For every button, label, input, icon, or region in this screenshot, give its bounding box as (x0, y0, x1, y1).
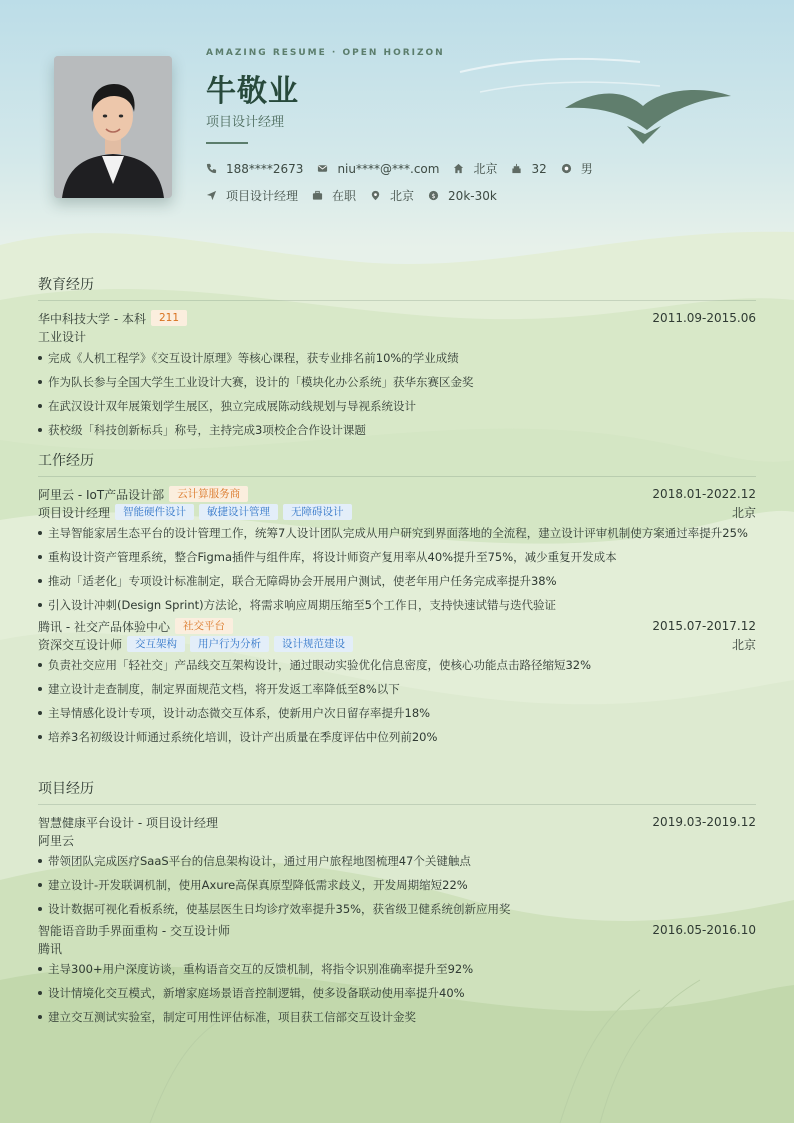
skill-tag: 交互架构 (127, 636, 185, 652)
education-section (38, 274, 756, 442)
job-role: 资深交互设计师 (38, 637, 123, 652)
school-tag: 211 (151, 310, 187, 326)
list-item: 设计情境化交互模式，新增家庭场景语音控制逻辑，使多设备联动使用率提升40% (38, 981, 756, 1005)
list-item: 主导情感化设计专项，设计动态微交互体系，使新用户次日留存率提升18% (38, 701, 756, 725)
intent-city-item (370, 187, 414, 204)
project-org: 腾讯 (38, 941, 63, 956)
project-date: 2019.03-2019.12 (652, 815, 756, 829)
job-role-row (38, 635, 756, 653)
list-item: 重构设计资产管理系统，整合Figma插件与组件库，将设计师资产复用率从40%提升至75%，减少重复开发成本 (38, 545, 756, 569)
skill-tag: 敏捷设计管理 (199, 504, 278, 520)
home-item (453, 160, 497, 177)
job-city: 北京 (731, 505, 756, 520)
briefcase-icon (312, 190, 323, 201)
cake-icon (511, 163, 522, 174)
list-item: 主导300+用户深度访谈，重构语音交互的反馈机制，将指令识别准确率提升至92% (38, 957, 756, 981)
salary-text: 20k-30k (448, 188, 497, 203)
intent-position-item (206, 187, 298, 204)
list-item: 负责社交应用「轻社交」产品线交互架构设计，通过眼动实验优化信息密度，使核心功能点击路径缩短32% (38, 653, 756, 677)
phone-item (206, 162, 303, 176)
project-head (38, 921, 756, 939)
project-name: 智能语音助手界面重构 - 交互设计师 (38, 923, 230, 938)
job-city: 北京 (731, 637, 756, 652)
section-title: 项目经历 (38, 778, 756, 805)
phone-text: 188****2673 (226, 161, 304, 176)
home-icon (453, 163, 464, 174)
company-name: 阿里云 - IoT产品设计部 (38, 487, 165, 502)
accent-divider (206, 142, 248, 144)
list-item: 获校级「科技创新标兵」称号，主持完成3项校企合作设计课题 (38, 418, 756, 442)
project-org: 阿里云 (38, 833, 75, 848)
salary-item (428, 189, 497, 203)
school-name: 华中科技大学 - 本科 (38, 311, 146, 326)
list-item: 完成《人机工程学》《交互设计原理》等核心课程，获专业排名前10%的学业成绩 (38, 346, 756, 370)
education-bullets (38, 346, 756, 442)
job-head (38, 485, 756, 503)
job-role-row (38, 503, 756, 521)
list-item: 带领团队完成医疗SaaS平台的信息架构设计，通过用户旅程地图梳理47个关键触点 (38, 849, 756, 873)
contact-row (206, 160, 607, 177)
project-name: 智慧健康平台设计 - 项目设计经理 (38, 815, 218, 830)
intent-city-text: 北京 (390, 189, 415, 203)
candidate-title: 项目设计经理 (206, 115, 285, 130)
company-tag: 社交平台 (175, 618, 233, 634)
email-item (317, 162, 439, 176)
age-text: 32 (531, 161, 547, 176)
list-item: 推动「适老化」专项设计标准制定，联合无障碍协会开展用户测试，使老年用户任务完成率提升38% (38, 569, 756, 593)
section-title: 工作经历 (38, 450, 756, 477)
job-intent-row (206, 187, 511, 204)
job-date: 2018.01-2022.12 (652, 487, 756, 501)
job-role: 项目设计经理 (38, 505, 111, 520)
job-bullets (38, 653, 756, 749)
gender-text: 男 (580, 162, 593, 176)
education-head (38, 309, 756, 327)
list-item: 设计数据可视化看板系统，使基层医生日均诊疗效率提升35%，获省级卫健系统创新应用奖 (38, 897, 756, 921)
profile-photo (54, 56, 172, 198)
location-pin-icon (370, 190, 381, 201)
resume-kicker: AMAZING RESUME · OPEN HORIZON (206, 48, 445, 58)
work-section (38, 450, 756, 749)
portrait-image (54, 56, 172, 198)
mail-icon (317, 163, 328, 174)
project-org-row (38, 939, 756, 957)
company-name: 腾讯 - 社交产品体验中心 (38, 619, 170, 634)
status-text: 在职 (332, 189, 357, 203)
skill-tag: 智能硬件设计 (115, 504, 194, 520)
svg-text:$: $ (431, 191, 436, 200)
salary-icon (428, 190, 439, 201)
hometown-text: 北京 (473, 162, 498, 176)
skill-tag: 用户行为分析 (190, 636, 269, 652)
send-icon (206, 190, 217, 201)
skill-tag: 设计规范建设 (274, 636, 353, 652)
job-head (38, 617, 756, 635)
list-item: 建立设计走查制度，制定界面规范文档，将开发返工率降低至8%以下 (38, 677, 756, 701)
project-bullets (38, 957, 756, 1029)
project-date: 2016.05-2016.10 (652, 923, 756, 937)
project-bullets (38, 849, 756, 921)
job-date: 2015.07-2017.12 (652, 619, 756, 633)
list-item: 主导智能家居生态平台的设计管理工作，统筹7人设计团队完成从用户研究到界面落地的全流程，建立设计评审机制使方案通过率提升25% (38, 521, 756, 545)
gender-item (561, 160, 593, 177)
skill-tag: 无障碍设计 (283, 504, 352, 520)
major-row (38, 327, 756, 345)
list-item: 作为队长参与全国大学生工业设计大赛，设计的「模块化办公系统」获华东赛区金奖 (38, 370, 756, 394)
project-head (38, 813, 756, 831)
list-item: 建立设计-开发联调机制，使用Axure高保真原型降低需求歧义，开发周期缩短22% (38, 873, 756, 897)
list-item: 引入设计冲刺(Design Sprint)方法论，将需求响应周期压缩至5个工作日，支持快速试错与迭代验证 (38, 593, 756, 617)
list-item: 培养3名初级设计师通过系统化培训，设计产出质量在季度评估中位列前20% (38, 725, 756, 749)
age-item (511, 162, 546, 176)
gender-icon (561, 163, 572, 174)
intent-position-text: 项目设计经理 (226, 189, 299, 203)
major-name: 工业设计 (38, 329, 87, 344)
job-bullets (38, 521, 756, 617)
list-item: 建立交互测试实验室，制定可用性评估标准，项目获工信部交互设计金奖 (38, 1005, 756, 1029)
projects-section (38, 778, 756, 1029)
email-text: niu****@***.com (337, 161, 440, 176)
company-tag: 云计算服务商 (169, 486, 248, 502)
list-item: 在武汉设计双年展策划学生展区，独立完成展陈动线规划与导视系统设计 (38, 394, 756, 418)
project-org-row (38, 831, 756, 849)
candidate-name: 牛敬业 (206, 74, 299, 109)
phone-icon (206, 163, 217, 174)
section-title: 教育经历 (38, 274, 756, 301)
status-item (312, 187, 356, 204)
education-date: 2011.09-2015.06 (652, 311, 756, 325)
bird-logo-icon (563, 86, 733, 148)
